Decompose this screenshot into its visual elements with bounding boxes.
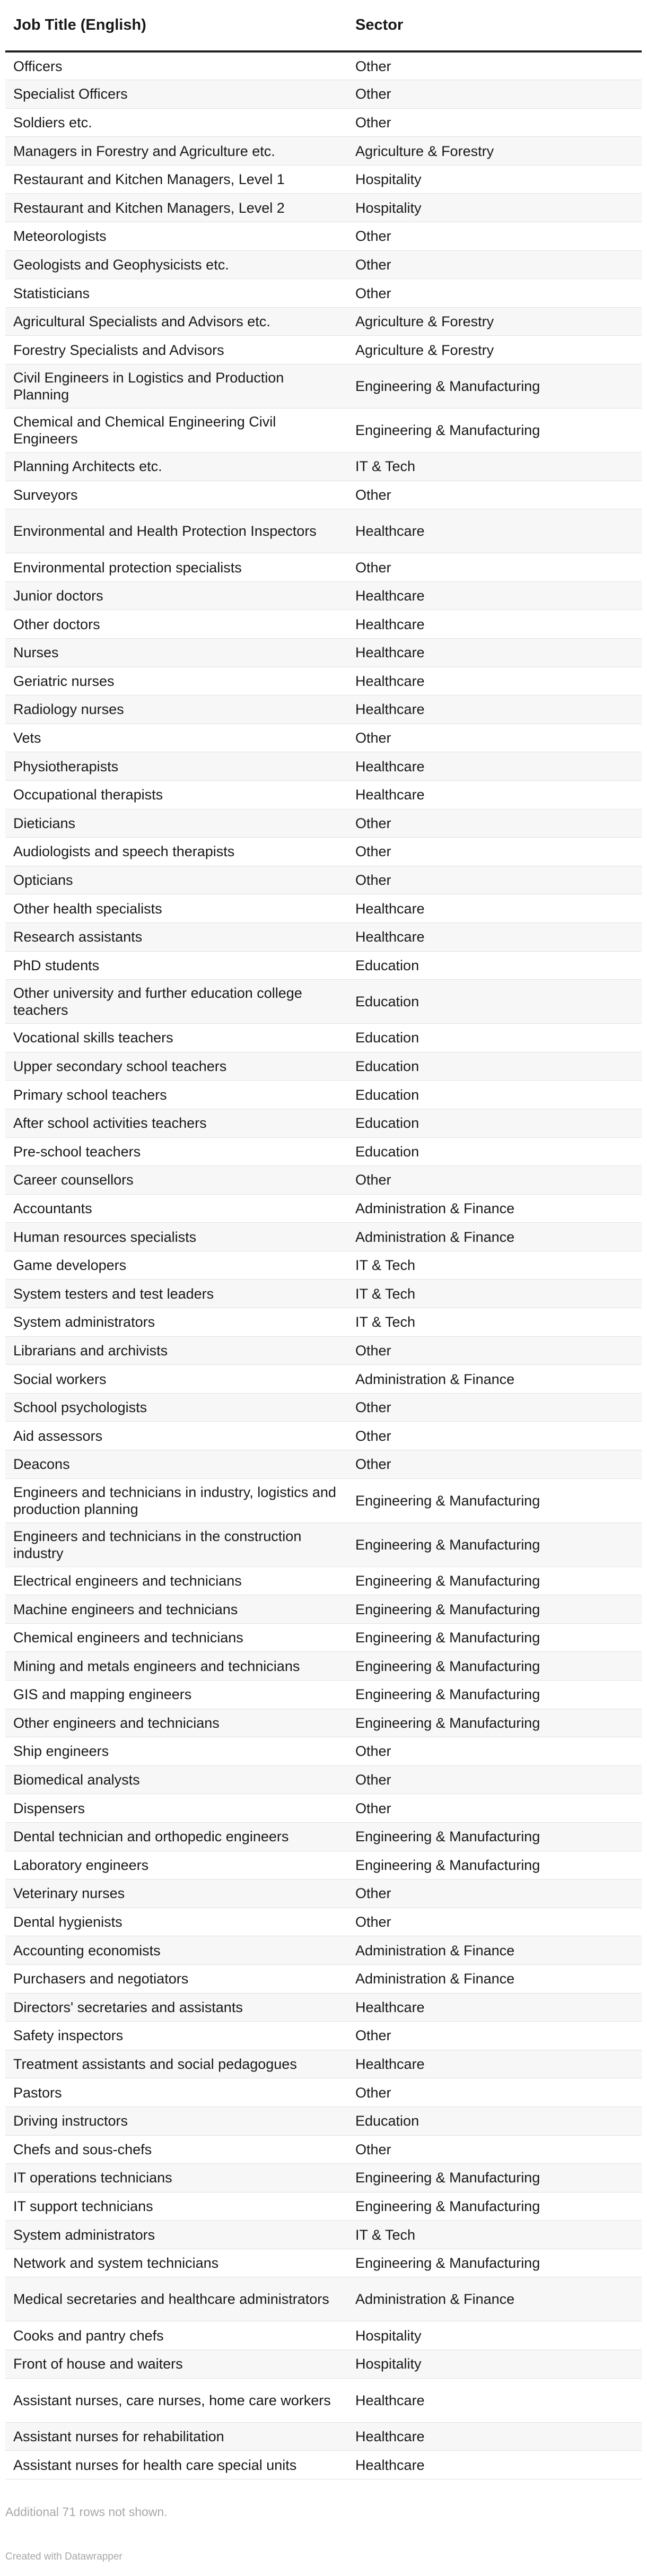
job-title-cell: Ship engineers — [5, 1737, 347, 1766]
sector-cell: Engineering & Manufacturing — [347, 1681, 642, 1709]
sector-cell: Other — [347, 51, 642, 80]
job-title-cell: Civil Engineers in Logistics and Production Planning — [5, 364, 347, 408]
sector-cell: Healthcare — [347, 509, 642, 553]
table-container — [5, 0, 642, 2563]
job-title-cell: Other health specialists — [5, 894, 347, 923]
table-row — [5, 1422, 642, 1450]
job-title-cell: After school activities teachers — [5, 1109, 347, 1137]
sector-cell: Engineering & Manufacturing — [347, 1595, 642, 1624]
table-row — [5, 2164, 642, 2192]
sector-cell: Engineering & Manufacturing — [347, 1652, 642, 1681]
table-row — [5, 1109, 642, 1137]
sector-cell: Administration & Finance — [347, 1194, 642, 1223]
sector-cell: IT & Tech — [347, 2221, 642, 2249]
job-title-cell: Vets — [5, 724, 347, 752]
sector-cell: Engineering & Manufacturing — [347, 2164, 642, 2192]
table-row — [5, 2221, 642, 2249]
job-title-cell: System testers and test leaders — [5, 1280, 347, 1308]
job-title-cell: Primary school teachers — [5, 1081, 347, 1109]
job-title-cell: System administrators — [5, 1308, 347, 1337]
table-row — [5, 894, 642, 923]
column-header-sector[interactable]: Sector — [347, 0, 642, 51]
sector-cell: Engineering & Manufacturing — [347, 2249, 642, 2277]
table-row — [5, 307, 642, 336]
job-title-cell: Restaurant and Kitchen Managers, Level 2 — [5, 194, 347, 222]
sector-cell: Other — [347, 1879, 642, 1908]
job-title-cell: IT support technicians — [5, 2192, 347, 2221]
sector-cell: Other — [347, 2022, 642, 2050]
sector-cell: Hospitality — [347, 165, 642, 194]
sector-cell: Healthcare — [347, 2378, 642, 2422]
sector-cell: Other — [347, 866, 642, 894]
table-row — [5, 838, 642, 866]
table-row — [5, 809, 642, 838]
job-title-cell: Assistant nurses for health care special units — [5, 2451, 347, 2479]
table-row — [5, 1393, 642, 1422]
table-row — [5, 1081, 642, 1109]
job-title-cell: Network and system technicians — [5, 2249, 347, 2277]
sector-cell: Other — [347, 2078, 642, 2107]
table-row — [5, 752, 642, 781]
sector-cell: Education — [347, 2107, 642, 2135]
table-row — [5, 2321, 642, 2350]
sector-cell: Healthcare — [347, 695, 642, 724]
sector-cell: Other — [347, 1336, 642, 1365]
table-row — [5, 1052, 642, 1081]
job-title-cell: Restaurant and Kitchen Managers, Level 1 — [5, 165, 347, 194]
sector-cell: Other — [347, 1450, 642, 1479]
table-row — [5, 364, 642, 408]
sector-cell: Healthcare — [347, 2422, 642, 2451]
sector-cell: Education — [347, 1052, 642, 1081]
sector-cell: Other — [347, 1737, 642, 1766]
job-title-cell: Other doctors — [5, 610, 347, 639]
job-title-cell: Laboratory engineers — [5, 1851, 347, 1879]
table-row — [5, 2422, 642, 2451]
table-row — [5, 1223, 642, 1251]
table-row — [5, 2277, 642, 2321]
sector-cell: Education — [347, 1109, 642, 1137]
sector-cell: Agriculture & Forestry — [347, 137, 642, 166]
job-title-cell: Statisticians — [5, 279, 347, 308]
sector-cell: IT & Tech — [347, 1251, 642, 1280]
sector-cell: Healthcare — [347, 2451, 642, 2479]
job-title-cell: Cooks and pantry chefs — [5, 2321, 347, 2350]
job-title-cell: GIS and mapping engineers — [5, 1681, 347, 1709]
table-row — [5, 1166, 642, 1195]
sector-cell: Education — [347, 1024, 642, 1052]
table-row — [5, 51, 642, 80]
table-row — [5, 2249, 642, 2277]
table-row — [5, 553, 642, 582]
job-title-cell: Machine engineers and technicians — [5, 1595, 347, 1624]
job-title-cell: System administrators — [5, 2221, 347, 2249]
table-row — [5, 137, 642, 166]
job-title-cell: Geriatric nurses — [5, 667, 347, 695]
table-row — [5, 1595, 642, 1624]
table-row — [5, 1308, 642, 1337]
sector-cell: Other — [347, 553, 642, 582]
job-title-cell: Surveyors — [5, 481, 347, 509]
job-title-cell: Social workers — [5, 1365, 347, 1394]
job-title-cell: Assistant nurses, care nurses, home care workers — [5, 2378, 347, 2422]
table-row — [5, 923, 642, 951]
table-row — [5, 780, 642, 809]
job-title-cell: Pre-school teachers — [5, 1137, 347, 1166]
job-title-cell: Nurses — [5, 639, 347, 667]
sector-cell: Healthcare — [347, 2050, 642, 2078]
table-row — [5, 279, 642, 308]
sector-cell: Other — [347, 1765, 642, 1794]
table-row — [5, 1567, 642, 1595]
table-row — [5, 581, 642, 610]
table-row — [5, 1709, 642, 1737]
sector-cell: Engineering & Manufacturing — [347, 364, 642, 408]
job-title-cell: Upper secondary school teachers — [5, 1052, 347, 1081]
table-row — [5, 2378, 642, 2422]
table-row — [5, 1024, 642, 1052]
table-row — [5, 408, 642, 452]
job-title-cell: Managers in Forestry and Agriculture etc. — [5, 137, 347, 166]
sector-cell: Education — [347, 1137, 642, 1166]
table-row — [5, 2022, 642, 2050]
table-row — [5, 1765, 642, 1794]
column-header-job-title[interactable]: Job Title (English) — [5, 0, 347, 51]
job-title-cell: Chefs and sous-chefs — [5, 2135, 347, 2164]
job-title-cell: Agricultural Specialists and Advisors etc. — [5, 307, 347, 336]
sector-cell: Engineering & Manufacturing — [347, 1522, 642, 1567]
job-title-cell: Meteorologists — [5, 222, 347, 251]
table-row — [5, 108, 642, 137]
job-title-cell: Forestry Specialists and Advisors — [5, 336, 347, 364]
sector-cell: Administration & Finance — [347, 1936, 642, 1965]
sector-cell: Agriculture & Forestry — [347, 336, 642, 364]
table-row — [5, 194, 642, 222]
sector-cell: Other — [347, 481, 642, 509]
sector-cell: Other — [347, 1794, 642, 1823]
job-title-cell: Dispensers — [5, 1794, 347, 1823]
job-title-cell: Mining and metals engineers and technicians — [5, 1652, 347, 1681]
table-row — [5, 980, 642, 1024]
sector-cell: IT & Tech — [347, 1308, 642, 1337]
job-title-cell: Accounting economists — [5, 1936, 347, 1965]
header-row — [5, 0, 642, 51]
table-row — [5, 222, 642, 251]
job-title-cell: Occupational therapists — [5, 780, 347, 809]
jobs-table — [5, 0, 642, 2479]
table-row — [5, 1336, 642, 1365]
sector-cell: Other — [347, 1908, 642, 1936]
sector-cell: Education — [347, 980, 642, 1024]
table-row — [5, 509, 642, 553]
job-title-cell: Specialist Officers — [5, 80, 347, 109]
sector-cell: Administration & Finance — [347, 1365, 642, 1394]
table-row — [5, 1964, 642, 1993]
table-row — [5, 1365, 642, 1394]
table-row — [5, 1908, 642, 1936]
table-row — [5, 667, 642, 695]
sector-cell: Other — [347, 279, 642, 308]
table-row — [5, 1681, 642, 1709]
table-row — [5, 1993, 642, 2022]
sector-cell: Engineering & Manufacturing — [347, 1478, 642, 1522]
table-row — [5, 1450, 642, 1479]
table-row — [5, 452, 642, 481]
job-title-cell: Vocational skills teachers — [5, 1024, 347, 1052]
table-row — [5, 1251, 642, 1280]
sector-cell: Other — [347, 222, 642, 251]
sector-cell: Other — [347, 80, 642, 109]
job-title-cell: Front of house and waiters — [5, 2350, 347, 2379]
table-row — [5, 1794, 642, 1823]
sector-cell: Healthcare — [347, 780, 642, 809]
table-row — [5, 1936, 642, 1965]
job-title-cell: Opticians — [5, 866, 347, 894]
sector-cell: Other — [347, 1393, 642, 1422]
sector-cell: Engineering & Manufacturing — [347, 408, 642, 452]
table-row — [5, 1137, 642, 1166]
sector-cell: Administration & Finance — [347, 1964, 642, 1993]
table-row — [5, 481, 642, 509]
job-title-cell: Game developers — [5, 1251, 347, 1280]
table-row — [5, 610, 642, 639]
sector-cell: Healthcare — [347, 581, 642, 610]
job-title-cell: Planning Architects etc. — [5, 452, 347, 481]
job-title-cell: Purchasers and negotiators — [5, 1964, 347, 1993]
table-row — [5, 1851, 642, 1879]
job-title-cell: Driving instructors — [5, 2107, 347, 2135]
job-title-cell: Accountants — [5, 1194, 347, 1223]
table-row — [5, 1194, 642, 1223]
sector-cell: Hospitality — [347, 194, 642, 222]
sector-cell: Hospitality — [347, 2350, 642, 2379]
job-title-cell: Other university and further education college teachers — [5, 980, 347, 1024]
table-row — [5, 2192, 642, 2221]
table-row — [5, 2135, 642, 2164]
sector-cell: Engineering & Manufacturing — [347, 1851, 642, 1879]
job-title-cell: Human resources specialists — [5, 1223, 347, 1251]
table-row — [5, 695, 642, 724]
sector-cell: Other — [347, 1422, 642, 1450]
sector-cell: Other — [347, 724, 642, 752]
table-row — [5, 866, 642, 894]
sector-cell: Education — [347, 951, 642, 980]
job-title-cell: Soldiers etc. — [5, 108, 347, 137]
job-title-cell: Safety inspectors — [5, 2022, 347, 2050]
sector-cell: Healthcare — [347, 1993, 642, 2022]
job-title-cell: Deacons — [5, 1450, 347, 1479]
job-title-cell: School psychologists — [5, 1393, 347, 1422]
table-row — [5, 1737, 642, 1766]
sector-cell: Other — [347, 2135, 642, 2164]
table-row — [5, 2107, 642, 2135]
sector-cell: Administration & Finance — [347, 1223, 642, 1251]
job-title-cell: Other engineers and technicians — [5, 1709, 347, 1737]
sector-cell: Engineering & Manufacturing — [347, 1709, 642, 1737]
job-title-cell: Chemical engineers and technicians — [5, 1623, 347, 1652]
table-row — [5, 2451, 642, 2479]
job-title-cell: Chemical and Chemical Engineering Civil Engineers — [5, 408, 347, 452]
table-row — [5, 951, 642, 980]
table-row — [5, 250, 642, 279]
table-row — [5, 1478, 642, 1522]
job-title-cell: Electrical engineers and technicians — [5, 1567, 347, 1595]
job-title-cell: Junior doctors — [5, 581, 347, 610]
table-row — [5, 1652, 642, 1681]
sector-cell: Other — [347, 108, 642, 137]
table-row — [5, 1522, 642, 1567]
job-title-cell: Environmental and Health Protection Inspectors — [5, 509, 347, 553]
sector-cell: Education — [347, 1081, 642, 1109]
job-title-cell: Biomedical analysts — [5, 1765, 347, 1794]
footer-notes: Additional 71 rows not shown. — [5, 2504, 168, 2519]
job-title-cell: Career counsellors — [5, 1166, 347, 1195]
job-title-cell: Dental hygienists — [5, 1908, 347, 1936]
table-row — [5, 1280, 642, 1308]
sector-cell: Healthcare — [347, 923, 642, 951]
job-title-cell: IT operations technicians — [5, 2164, 347, 2192]
job-title-cell: Physiotherapists — [5, 752, 347, 781]
sector-cell: Healthcare — [347, 667, 642, 695]
sector-cell: Agriculture & Forestry — [347, 307, 642, 336]
job-title-cell: Research assistants — [5, 923, 347, 951]
job-title-cell: Directors' secretaries and assistants — [5, 1993, 347, 2022]
table-row — [5, 2078, 642, 2107]
sector-cell: Engineering & Manufacturing — [347, 2192, 642, 2221]
job-title-cell: Pastors — [5, 2078, 347, 2107]
job-title-cell: Radiology nurses — [5, 695, 347, 724]
table-row — [5, 1879, 642, 1908]
job-title-cell: Engineers and technicians in the construction industry — [5, 1522, 347, 1567]
sector-cell: IT & Tech — [347, 452, 642, 481]
sector-cell: Engineering & Manufacturing — [347, 1822, 642, 1851]
job-title-cell: Audiologists and speech therapists — [5, 838, 347, 866]
table-header — [5, 0, 642, 51]
table-row — [5, 724, 642, 752]
job-title-cell: Geologists and Geophysicists etc. — [5, 250, 347, 279]
table-row — [5, 80, 642, 109]
sector-cell: Engineering & Manufacturing — [347, 1567, 642, 1595]
table-body — [5, 51, 642, 2479]
table-row — [5, 165, 642, 194]
sector-cell: Hospitality — [347, 2321, 642, 2350]
job-title-cell: Engineers and technicians in industry, logistics and production planning — [5, 1478, 347, 1522]
sector-cell: Healthcare — [347, 894, 642, 923]
table-row — [5, 2050, 642, 2078]
job-title-cell: Librarians and archivists — [5, 1336, 347, 1365]
credit-link[interactable]: Created with Datawrapper — [5, 2551, 123, 2562]
table-row — [5, 639, 642, 667]
sector-cell: Other — [347, 809, 642, 838]
sector-cell: IT & Tech — [347, 1280, 642, 1308]
job-title-cell: Assistant nurses for rehabilitation — [5, 2422, 347, 2451]
job-title-cell: Environmental protection specialists — [5, 553, 347, 582]
job-title-cell: Dieticians — [5, 809, 347, 838]
sector-cell: Healthcare — [347, 639, 642, 667]
sector-cell: Other — [347, 250, 642, 279]
job-title-cell: Veterinary nurses — [5, 1879, 347, 1908]
job-title-cell: Aid assessors — [5, 1422, 347, 1450]
job-title-cell: Dental technician and orthopedic engineers — [5, 1822, 347, 1851]
sector-cell: Administration & Finance — [347, 2277, 642, 2321]
job-title-cell: PhD students — [5, 951, 347, 980]
sector-cell: Other — [347, 838, 642, 866]
table-row — [5, 1623, 642, 1652]
job-title-cell: Medical secretaries and healthcare administrators — [5, 2277, 347, 2321]
table-row — [5, 336, 642, 364]
job-title-cell: Officers — [5, 51, 347, 80]
sector-cell: Healthcare — [347, 752, 642, 781]
sector-cell: Other — [347, 1166, 642, 1195]
table-row — [5, 2350, 642, 2379]
sector-cell: Engineering & Manufacturing — [347, 1623, 642, 1652]
sector-cell: Healthcare — [347, 610, 642, 639]
job-title-cell: Treatment assistants and social pedagogues — [5, 2050, 347, 2078]
table-row — [5, 1822, 642, 1851]
